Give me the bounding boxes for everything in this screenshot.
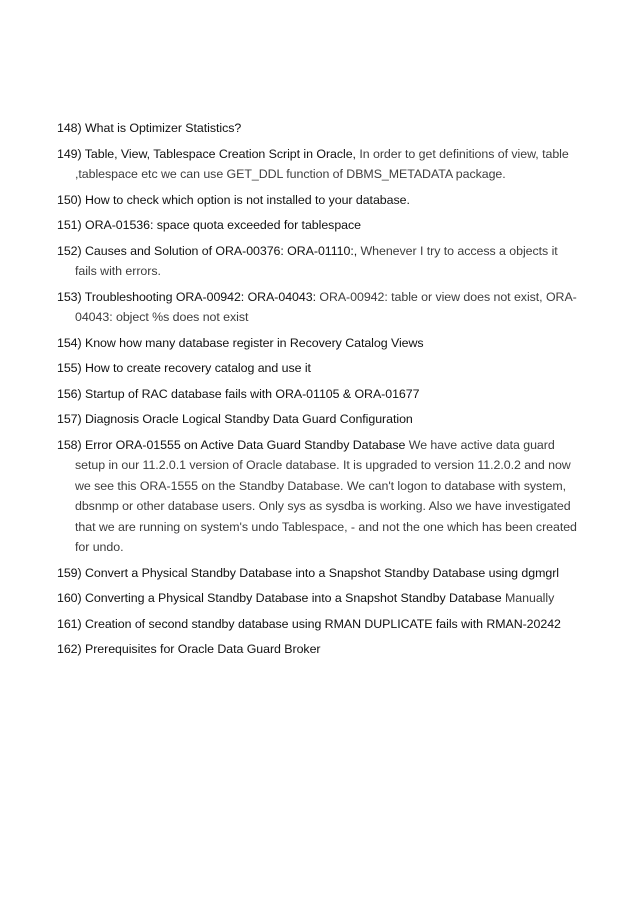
item-number: 153) (57, 289, 85, 304)
item-number: 149) (57, 146, 85, 161)
article-description: Manually (501, 591, 555, 605)
article-link[interactable]: What is Optimizer Statistics? (85, 121, 242, 135)
article-description: In order to get definitions of view, table ,tablespace etc we can use GET_DDL function of DBMS_METADATA package. (75, 146, 569, 181)
article-link[interactable]: Creation of second standby database using RMAN DUPLICATE fails with RMAN-20242 (85, 616, 561, 631)
list-item (57, 241, 577, 282)
item-number: 154) (57, 335, 85, 350)
list-item (57, 409, 577, 430)
item-number: 152) (57, 243, 85, 258)
article-link[interactable]: ORA-01536: space quota exceeded for tablespace (85, 218, 361, 232)
item-number: 161) (57, 616, 85, 631)
item-number: 148) (57, 121, 85, 135)
article-description: ORA-00942: table or view does not exist, ORA-04043: object %s does not exist (75, 289, 577, 324)
list-item (57, 614, 577, 635)
item-number: 157) (57, 412, 85, 426)
list-item (57, 563, 577, 584)
list-item (57, 190, 577, 211)
item-number: 160) (57, 591, 85, 605)
article-description: Whenever I try to access a objects it fails with errors. (75, 243, 558, 278)
item-number: 151) (57, 218, 85, 232)
article-link[interactable]: How to check which option is not installed to your database. (85, 192, 410, 207)
item-number: 158) (57, 437, 85, 452)
list-item (57, 333, 577, 354)
article-list (57, 118, 577, 665)
article-link[interactable]: Causes and Solution of ORA-00376: ORA-01110:, (85, 243, 358, 258)
article-link[interactable]: Prerequisites for Oracle Data Guard Broker (85, 642, 321, 656)
article-link[interactable]: Converting a Physical Standby Database into a Snapshot Standby Database (85, 591, 502, 605)
item-number: 155) (57, 361, 85, 375)
article-link[interactable]: Startup of RAC database fails with ORA-01105 & ORA-01677 (85, 386, 420, 401)
list-item (57, 358, 577, 379)
article-link[interactable]: Error ORA-01555 on Active Data Guard Standby Database (85, 437, 406, 452)
list-item (57, 435, 577, 558)
item-number: 162) (57, 642, 85, 656)
list-item (57, 384, 577, 405)
list-item (57, 215, 577, 236)
article-description: We have active data guard setup in our 11.2.0.1 version of Oracle database. It is upgraded to version 11.2.0.2 and now we see this ORA-1555 on the Standby Database. We can't logon to database with system, dbsnmp or other database users. Only sys as sysdba is working. Also we have investigated that we are running on system's undo Tablespace, - and not the one which has been created for undo. (75, 437, 577, 554)
item-number: 156) (57, 386, 85, 401)
item-number: 150) (57, 192, 85, 207)
list-item (57, 144, 577, 185)
article-link[interactable]: Convert a Physical Standby Database into a Snapshot Standby Database using dgmgrl (85, 565, 559, 580)
article-link[interactable]: How to create recovery catalog and use it (85, 361, 311, 375)
list-item (57, 287, 577, 328)
article-link[interactable]: Table, View, Tablespace Creation Script in Oracle, (84, 146, 356, 161)
list-item (57, 118, 577, 139)
article-link[interactable]: Know how many database register in Recovery Catalog Views (85, 335, 424, 350)
item-number: 159) (57, 565, 85, 580)
list-item (57, 639, 577, 660)
list-item (57, 588, 577, 609)
article-link[interactable]: Diagnosis Oracle Logical Standby Data Guard Configuration (85, 412, 413, 426)
article-link[interactable]: Troubleshooting ORA-00942: ORA-04043: (84, 289, 316, 304)
